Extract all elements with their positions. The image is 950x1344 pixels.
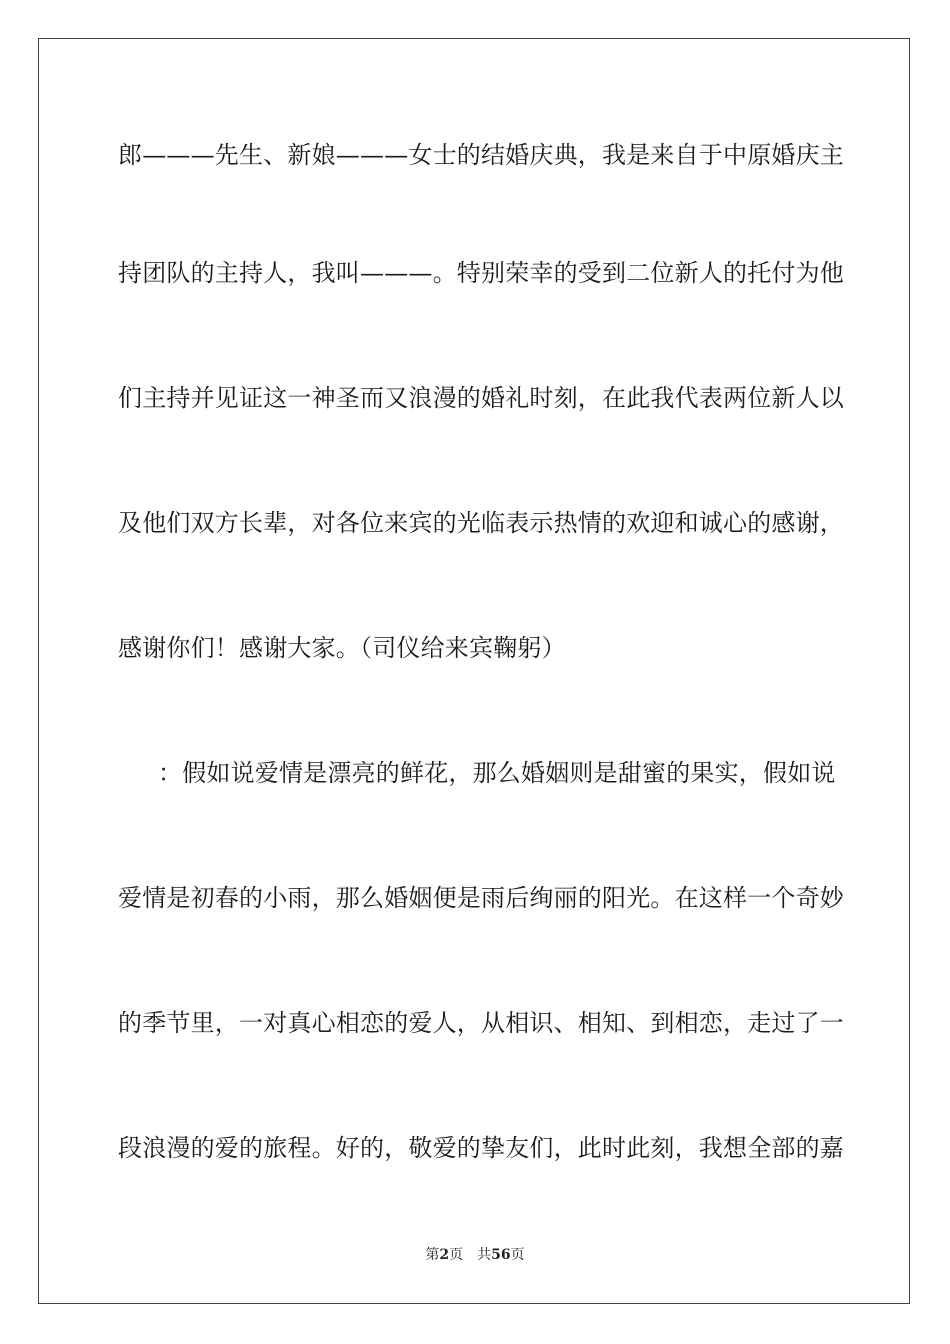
total-pages: 56	[491, 1247, 511, 1263]
body-text-line: 的季节里，一对真心相恋的爱人，从相识、相知、到相恋，走过了一	[118, 1009, 844, 1037]
body-text-line: 感谢你们！感谢大家。（司仪给来宾鞠躬）	[118, 634, 566, 662]
body-text-line: 爱情是初春的小雨，那么婚姻便是雨后绚丽的阳光。在这样一个奇妙	[118, 884, 844, 912]
page-number: 2	[439, 1247, 450, 1263]
page-footer	[0, 1246, 950, 1264]
total-prefix: 共	[477, 1247, 492, 1263]
page-suffix: 页	[449, 1247, 464, 1263]
body-text-line: 持团队的主持人，我叫———。特别荣幸的受到二位新人的托付为他	[118, 259, 844, 287]
body-text-line: 段浪漫的爱的旅程。好的，敬爱的挚友们，此时此刻，我想全部的嘉	[118, 1134, 844, 1162]
body-text-line: 及他们双方长辈，对各位来宾的光临表示热情的欢迎和诚心的感谢，	[118, 509, 844, 537]
total-suffix: 页	[510, 1247, 525, 1263]
page-border	[38, 38, 910, 1304]
body-text-line: 郎———先生、新娘———女士的结婚庆典，我是来自于中原婚庆主	[118, 141, 844, 169]
body-text-line: ：假如说爱情是漂亮的鲜花，那么婚姻则是甜蜜的果实，假如说	[158, 759, 836, 787]
page-prefix: 第	[425, 1247, 440, 1263]
body-text-line: 们主持并见证这一神圣而又浪漫的婚礼时刻，在此我代表两位新人以	[118, 384, 844, 412]
